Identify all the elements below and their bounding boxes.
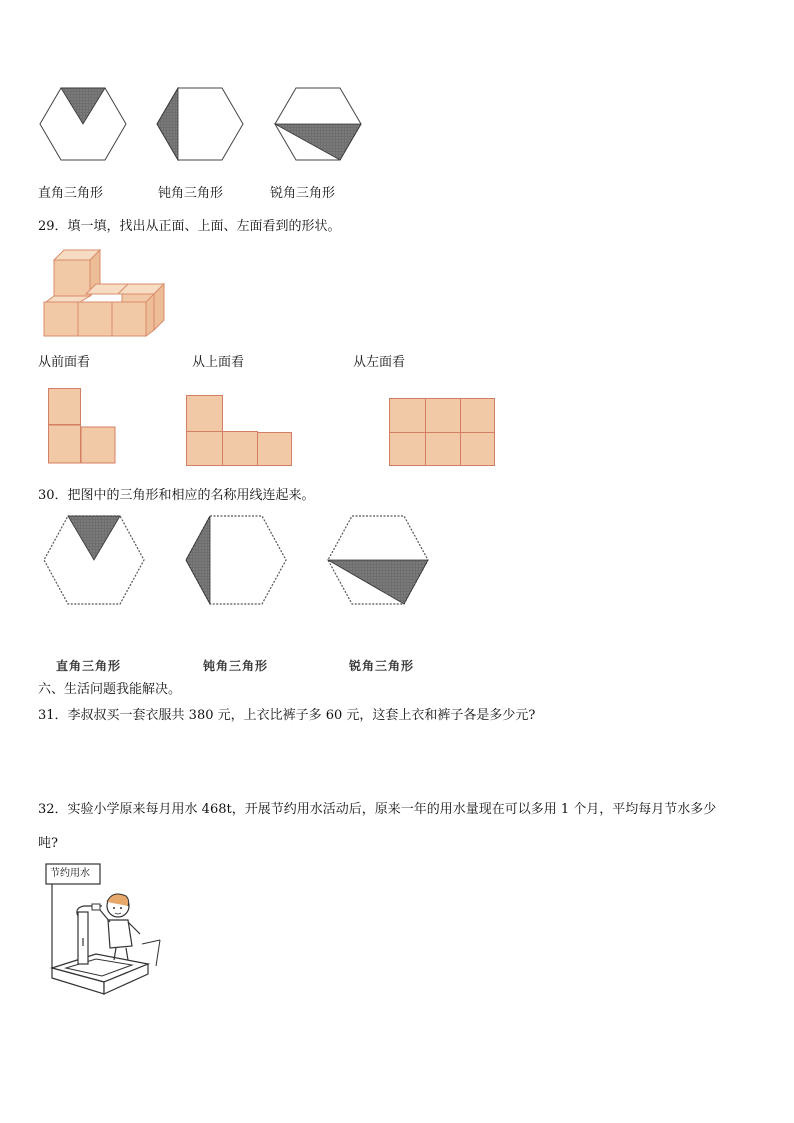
question-30-text: 30．把图中的三角形和相应的名称用线连起来。 (38, 488, 315, 503)
label-right-triangle: 直角三角形 (56, 659, 122, 673)
label-acute-triangle-top: 锐角三角形 (270, 186, 336, 201)
label-obtuse-triangle: 钝角三角形 (203, 659, 269, 673)
water-saving-illustration (44, 860, 164, 1000)
hexagon-figure-right-triangle (42, 514, 146, 606)
hexagon-figure-right-triangle-top (38, 86, 128, 162)
section-6-title: 六、生活问题我能解决。 (38, 682, 182, 697)
question-29-text: 29．填一填，找出从正面、上面、左面看到的形状。 (38, 219, 341, 234)
label-obtuse-triangle-top: 钝角三角形 (158, 186, 224, 201)
hexagon-figure-obtuse-triangle (184, 514, 288, 606)
front-view-grid (48, 388, 118, 466)
question-32-text-line-2: 吨? (38, 836, 58, 851)
view-label-top: 从上面看 (192, 355, 245, 370)
view-label-left: 从左面看 (353, 355, 406, 370)
left-view-grid (389, 398, 497, 468)
hexagon-figure-acute-triangle (326, 514, 430, 606)
label-acute-triangle: 锐角三角形 (349, 659, 415, 673)
top-view-grid (186, 395, 294, 469)
hexagon-figure-obtuse-triangle-top (155, 86, 245, 162)
view-label-front: 从前面看 (38, 355, 91, 370)
water-saving-sign-text: 节约用水 (50, 868, 90, 879)
label-right-triangle-top: 直角三角形 (38, 186, 104, 201)
question-32-text-line-1: 32．实验小学原来每月用水 468t，开展节约用水活动后，原来一年的用水量现在可以多用 1 个月，平均每月节水多少 (38, 802, 717, 817)
question-31-text: 31．李叔叔买一套衣服共 380 元，上衣比裤子多 60 元，这套上衣和裤子各是多少元? (38, 708, 536, 723)
hexagon-figure-acute-triangle-top (273, 86, 363, 162)
cube-stack-figure (42, 248, 172, 340)
